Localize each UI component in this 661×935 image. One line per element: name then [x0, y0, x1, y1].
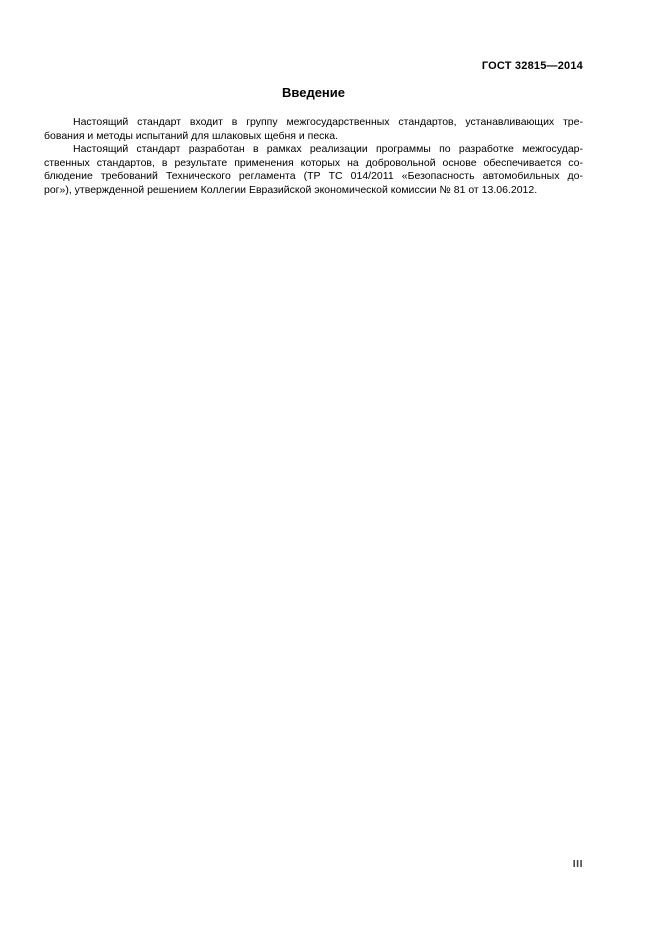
- paragraph-line: Настоящий стандарт входит в группу межгосударственных стандартов, устанавливающих тре-: [73, 116, 583, 128]
- paragraph-line: бования и методы испытаний для шлаковых щебня и песка.: [44, 129, 339, 142]
- paragraph: [44, 143, 583, 197]
- body-text: [44, 116, 583, 197]
- document-number-header: ГОСТ 32815—2014: [481, 60, 583, 72]
- page-number: III: [572, 858, 583, 870]
- paragraph-line: ственных стандартов, в результате применения которых на добровольной основе обеспечивается со-: [44, 156, 583, 169]
- section-title: Введение: [282, 85, 345, 100]
- paragraph-line: блюдение требований Технического регламента (ТР ТС 014/2011 «Безопасность автомобильных до-: [44, 170, 583, 182]
- paragraph-line: рог»), утвержденной решением Коллегии Евразийской экономической комиссии № 81 от 13.06.2012.: [44, 183, 538, 196]
- paragraph: [44, 116, 583, 143]
- paragraph-line: Настоящий стандарт разработан в рамках реализации программы по разработке межгосудар-: [73, 143, 583, 155]
